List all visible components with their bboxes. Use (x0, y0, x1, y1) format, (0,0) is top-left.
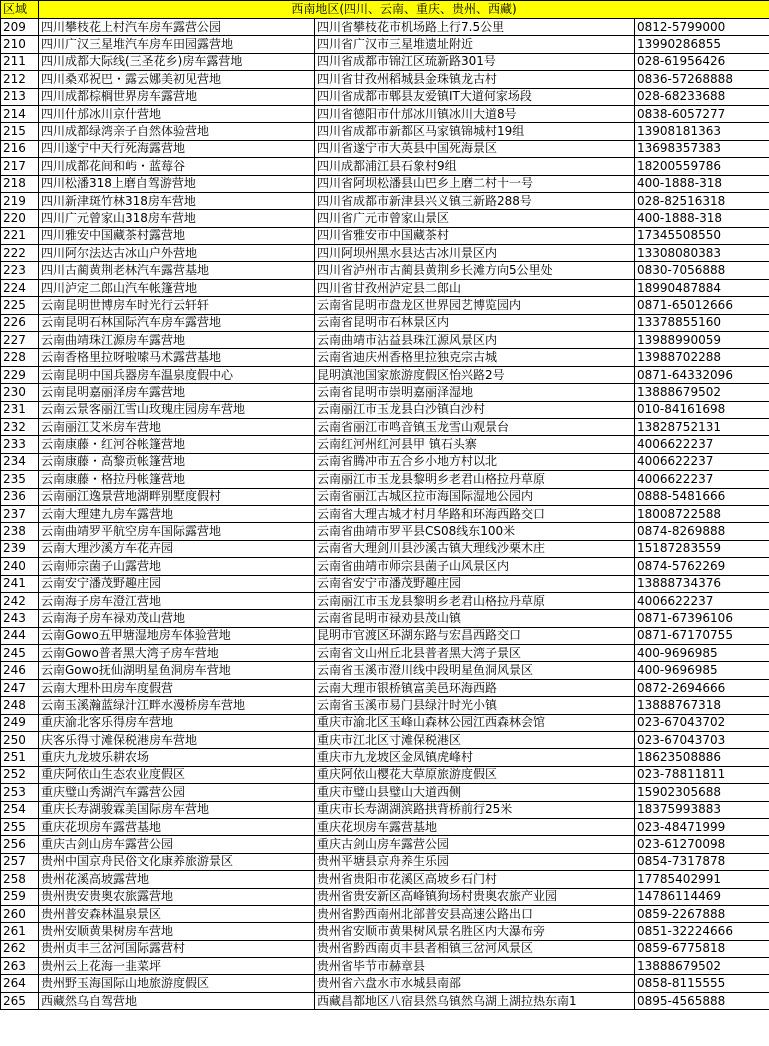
camp-phone: 400-9696985 (635, 645, 769, 662)
row-number: 230 (1, 384, 39, 401)
camp-address: 云南省昆明市禄劝县茂山镇 (315, 610, 635, 627)
camp-name: 四川古蔺黄荆老林汽车露营基地 (39, 262, 315, 279)
row-number: 234 (1, 453, 39, 470)
camp-phone: 0851-32224666 (635, 923, 769, 940)
table-row (1, 262, 769, 279)
row-number: 221 (1, 227, 39, 244)
camp-address: 贵州省六盘水市水城县南部 (315, 975, 635, 992)
camp-name: 云南丽江逸景营地湖畔别墅度假村 (39, 488, 315, 505)
table-row (1, 453, 769, 470)
row-number: 237 (1, 505, 39, 522)
camp-name: 重庆璧山秀湖汽车露营公园 (39, 784, 315, 801)
camp-address: 重庆阿依山樱花大草原旅游度假区 (315, 766, 635, 783)
table-row (1, 592, 769, 609)
camp-address: 云南省文山州丘北县普者黑大湾子景区 (315, 645, 635, 662)
row-number: 257 (1, 853, 39, 870)
row-number: 214 (1, 105, 39, 122)
camp-address: 云南省丽江市鸣音镇玉龙雪山观景台 (315, 418, 635, 435)
camp-address: 云南省腾冲市五合乡小地方村以北 (315, 453, 635, 470)
table-row (1, 140, 769, 157)
row-number: 231 (1, 401, 39, 418)
table-row (1, 888, 769, 905)
camp-phone: 4006622237 (635, 471, 769, 488)
row-number: 209 (1, 19, 39, 36)
table-row (1, 801, 769, 818)
camp-name: 云南海子房车澄江营地 (39, 592, 315, 609)
camp-name: 云南康藤・格拉丹帐篷营地 (39, 471, 315, 488)
row-number: 236 (1, 488, 39, 505)
table-row (1, 714, 769, 731)
camp-name: 云南昆明世博房车时光行云轩轩 (39, 297, 315, 314)
row-number: 263 (1, 958, 39, 975)
table-row (1, 697, 769, 714)
camp-name: 庆客乐得寸滩保税港房车营地 (39, 732, 315, 749)
region-title: 西南地区(四川、云南、重庆、贵州、西藏) (39, 1, 769, 19)
camp-phone: 4006622237 (635, 436, 769, 453)
camp-address: 贵州省贵安新区高峰镇狗场村贵奥农旅产业园 (315, 888, 635, 905)
camp-name: 云南康藤・红河谷帐篷营地 (39, 436, 315, 453)
camp-address: 云南省昆明市崇明嘉丽泽湿地 (315, 384, 635, 401)
row-number: 210 (1, 36, 39, 53)
camp-phone: 0871-67396106 (635, 610, 769, 627)
row-number: 232 (1, 418, 39, 435)
row-number: 254 (1, 801, 39, 818)
row-number: 259 (1, 888, 39, 905)
table-row (1, 558, 769, 575)
camp-address: 云南省玉溪市澄川线中段明星鱼洞风景区 (315, 662, 635, 679)
camp-name: 四川成都棕榈世界房车露营地 (39, 88, 315, 105)
row-number: 241 (1, 575, 39, 592)
camp-address: 云南丽江市玉龙县黎明乡老君山格拉丹草原 (315, 592, 635, 609)
camp-name: 云南曲靖罗平航空房车国际露营地 (39, 523, 315, 540)
camp-name: 四川松潘318上磨自驾游营地 (39, 175, 315, 192)
camp-name: 云南大理朴田房车度假营 (39, 679, 315, 696)
camp-phone: 13908181363 (635, 123, 769, 140)
row-number: 239 (1, 540, 39, 557)
camp-address: 云南省昆明市石林景区内 (315, 314, 635, 331)
table-row (1, 158, 769, 175)
camp-address: 云南省昆明市盘龙区世界园艺博览园内 (315, 297, 635, 314)
table-row (1, 975, 769, 992)
camp-address: 重庆市渝北区玉峰山森林公园江西森林会馆 (315, 714, 635, 731)
row-number: 265 (1, 992, 39, 1009)
camp-name: 云南安宁潘茂野趣庄园 (39, 575, 315, 592)
row-number: 243 (1, 610, 39, 627)
row-number: 217 (1, 158, 39, 175)
camp-address: 西藏昌都地区八宿县然乌镇然乌湖上湖拉热东南1 (315, 992, 635, 1009)
camp-phone: 0871-65012666 (635, 297, 769, 314)
table-row (1, 245, 769, 262)
camp-name: 四川成都大际线(三圣花乡)房车露营地 (39, 53, 315, 70)
camp-name: 四川桑邓祝巴・露云娜美初见营地 (39, 71, 315, 88)
camp-name: 云南丽江艾米房车营地 (39, 418, 315, 435)
camp-name: 云南师宗菌子山露营地 (39, 558, 315, 575)
camp-phone: 010-84161698 (635, 401, 769, 418)
camp-phone: 13888679502 (635, 958, 769, 975)
table-row (1, 192, 769, 209)
camp-address: 重庆市江北区寸滩保税港区 (315, 732, 635, 749)
camp-name: 云南曲靖珠江源房车露营地 (39, 332, 315, 349)
camp-address: 贵州省黔西南贞丰县者相镇三岔河风景区 (315, 940, 635, 957)
camp-name: 四川雅安中国藏茶村露营地 (39, 227, 315, 244)
camp-phone: 17345508550 (635, 227, 769, 244)
row-number: 242 (1, 592, 39, 609)
camp-address: 四川省泸州市古蔺县黄荆乡长滩方向5公里处 (315, 262, 635, 279)
row-number: 224 (1, 279, 39, 296)
table-row (1, 123, 769, 140)
region-column-header: 区域 (1, 1, 39, 19)
row-number: 235 (1, 471, 39, 488)
table-row (1, 314, 769, 331)
camp-name: 四川新津斑竹林318房车营地 (39, 192, 315, 209)
row-number: 228 (1, 349, 39, 366)
camp-address: 云南省大理剑川县沙溪古镇大理线沙栗木庄 (315, 540, 635, 557)
camp-address: 昆明市官渡区环湖东路与宏昌西路交口 (315, 627, 635, 644)
row-number: 222 (1, 245, 39, 262)
camp-phone: 15902305688 (635, 784, 769, 801)
camp-address: 四川省攀枝花市机场路上行7.5公里 (315, 19, 635, 36)
table-row (1, 71, 769, 88)
row-number: 264 (1, 975, 39, 992)
camp-address: 云南大理市银桥镇富美邑环海西路 (315, 679, 635, 696)
camp-phone: 0836-57268888 (635, 71, 769, 88)
table-row (1, 332, 769, 349)
camp-phone: 18200559786 (635, 158, 769, 175)
table-row (1, 853, 769, 870)
camp-phone: 14786114469 (635, 888, 769, 905)
camp-phone: 023-67043703 (635, 732, 769, 749)
camp-phone: 13698357383 (635, 140, 769, 157)
table-row (1, 540, 769, 557)
camp-name: 四川什邡冰川京什营地 (39, 105, 315, 122)
camp-address: 云南丽江市玉龙县白沙镇白沙村 (315, 401, 635, 418)
camp-phone: 023-67043702 (635, 714, 769, 731)
camp-phone: 0859-2267888 (635, 905, 769, 922)
camp-name: 四川泸定二郎山汽车帐篷营地 (39, 279, 315, 296)
camp-address: 四川省成都市新都区马家镇锦城村19组 (315, 123, 635, 140)
camp-phone: 023-48471999 (635, 818, 769, 835)
camp-phone: 13988990059 (635, 332, 769, 349)
camp-phone: 13888679502 (635, 384, 769, 401)
row-number: 219 (1, 192, 39, 209)
table-row (1, 905, 769, 922)
row-number: 262 (1, 940, 39, 957)
camp-address: 云南省曲靖市罗平县CS08线东100米 (315, 523, 635, 540)
table-row (1, 732, 769, 749)
camp-address: 贵州省黔西南州北部普安县高速公路出口 (315, 905, 635, 922)
camp-name: 四川遂宁中天行死海露营地 (39, 140, 315, 157)
camp-phone: 0838-6057277 (635, 105, 769, 122)
camp-name: 云南云景客丽江雪山玫瑰庄园房车营地 (39, 401, 315, 418)
camp-address: 四川省阿坝松潘县山巴乡上磨二村十一号 (315, 175, 635, 192)
row-number: 211 (1, 53, 39, 70)
camp-address: 云南省大理古城才村月华路和环海西路交口 (315, 505, 635, 522)
table-row (1, 401, 769, 418)
table-row (1, 749, 769, 766)
camp-address: 云南省玉溪市易门县绿汁时光小镇 (315, 697, 635, 714)
table-row (1, 505, 769, 522)
camp-address: 四川省成都市锦江区琉新路301号 (315, 53, 635, 70)
row-number: 238 (1, 523, 39, 540)
camp-address: 四川省广汉市三星堆遗址附近 (315, 36, 635, 53)
camp-phone: 18623508886 (635, 749, 769, 766)
camp-address: 贵州省安顺市黄果树风景名胜区内大瀑布旁 (315, 923, 635, 940)
row-number: 233 (1, 436, 39, 453)
row-number: 216 (1, 140, 39, 157)
camp-phone: 13990286855 (635, 36, 769, 53)
camp-name: 云南Gowo五甲塘湿地房车体验营地 (39, 627, 315, 644)
row-number: 240 (1, 558, 39, 575)
table-row (1, 488, 769, 505)
camp-phone: 4006622237 (635, 592, 769, 609)
camp-phone: 13828752131 (635, 418, 769, 435)
row-number: 244 (1, 627, 39, 644)
camp-name: 重庆花坝房车露营基地 (39, 818, 315, 835)
camp-address: 昆明滇池国家旅游度假区怡兴路2号 (315, 366, 635, 383)
camp-phone: 15187283559 (635, 540, 769, 557)
camp-phone: 0888-5481666 (635, 488, 769, 505)
camp-phone: 4006622237 (635, 453, 769, 470)
row-number: 248 (1, 697, 39, 714)
camp-name: 云南康藤・高黎贡帐篷营地 (39, 453, 315, 470)
camp-name: 贵州中国京舟民俗文化康养旅游景区 (39, 853, 315, 870)
camp-phone: 0858-8115555 (635, 975, 769, 992)
camp-address: 四川省雅安市中国藏茶村 (315, 227, 635, 244)
table-row (1, 662, 769, 679)
camp-phone: 0830-7056888 (635, 262, 769, 279)
row-number: 213 (1, 88, 39, 105)
camp-name: 贵州贵安贵奥农旅露营地 (39, 888, 315, 905)
table-row (1, 645, 769, 662)
table-row (1, 418, 769, 435)
header-row (1, 1, 769, 19)
table-row (1, 871, 769, 888)
table-row (1, 227, 769, 244)
camp-phone: 0859-6775818 (635, 940, 769, 957)
camp-phone: 023-78811811 (635, 766, 769, 783)
camp-name: 重庆阿依山生态农业度假区 (39, 766, 315, 783)
camp-phone: 0872-2694666 (635, 679, 769, 696)
table-row (1, 784, 769, 801)
camp-address: 贵州平塘县京舟养生乐园 (315, 853, 635, 870)
row-number: 247 (1, 679, 39, 696)
camp-address: 云南曲靖市沾益县珠江源风景区内 (315, 332, 635, 349)
camp-address: 四川省德阳市什邡冰川镇冰川大道8号 (315, 105, 635, 122)
row-number: 227 (1, 332, 39, 349)
row-number: 249 (1, 714, 39, 731)
table-row (1, 836, 769, 853)
row-number: 218 (1, 175, 39, 192)
camp-name: 重庆古剑山房车露营公园 (39, 836, 315, 853)
camp-address: 云南丽江市玉龙县黎明乡老君山格拉丹草原 (315, 471, 635, 488)
table-row (1, 923, 769, 940)
table-row (1, 940, 769, 957)
row-number: 250 (1, 732, 39, 749)
row-number: 260 (1, 905, 39, 922)
row-number: 251 (1, 749, 39, 766)
camp-name: 重庆九龙坡乐耕农场 (39, 749, 315, 766)
table-row (1, 958, 769, 975)
camp-address: 云南省丽江古城区拉市海国际湿地公园内 (315, 488, 635, 505)
camp-phone: 400-1888-318 (635, 210, 769, 227)
row-number: 252 (1, 766, 39, 783)
camp-name: 云南海子房车禄劝茂山营地 (39, 610, 315, 627)
table-row (1, 575, 769, 592)
camp-name: 重庆长寿湖骏霖美国际房车营地 (39, 801, 315, 818)
camp-phone: 18008722588 (635, 505, 769, 522)
row-number: 255 (1, 818, 39, 835)
table-row (1, 105, 769, 122)
table-row (1, 610, 769, 627)
row-number: 229 (1, 366, 39, 383)
camp-name: 重庆渝北客乐得房车营地 (39, 714, 315, 731)
camp-phone: 0871-64332096 (635, 366, 769, 383)
camp-name: 贵州贞丰三岔河国际露营村 (39, 940, 315, 957)
camp-name: 四川广汉三星堆汽车房车田园露营地 (39, 36, 315, 53)
camp-phone: 13308080383 (635, 245, 769, 262)
table-row (1, 766, 769, 783)
table-row (1, 88, 769, 105)
table-row (1, 366, 769, 383)
row-number: 258 (1, 871, 39, 888)
camp-name: 云南玉溪瀚蓝绿汁江畔水漫桥房车营地 (39, 697, 315, 714)
camp-name: 云南Gowo普者黑大湾子房车营地 (39, 645, 315, 662)
camp-phone: 13988702288 (635, 349, 769, 366)
camp-phone: 0895-4565888 (635, 992, 769, 1009)
table-row (1, 297, 769, 314)
camp-phone: 18375993883 (635, 801, 769, 818)
camp-phone: 18990487884 (635, 279, 769, 296)
table-row (1, 19, 769, 36)
camp-address: 重庆市九龙坡区金凤镇虎峰村 (315, 749, 635, 766)
camp-name: 贵州花溪高坡露营地 (39, 871, 315, 888)
table-row (1, 53, 769, 70)
camp-name: 云南香格里拉呀啦嗦马术露营基地 (39, 349, 315, 366)
camp-name: 西藏然乌自驾营地 (39, 992, 315, 1009)
camp-address: 四川省成都市郫县友爱镇IT大道何家场段 (315, 88, 635, 105)
camp-address: 重庆花坝房车露营基地 (315, 818, 635, 835)
camp-name: 四川攀枝花上村汽车房车露营公园 (39, 19, 315, 36)
camp-phone: 400-9696985 (635, 662, 769, 679)
table-row (1, 279, 769, 296)
camp-name: 四川成都绿湾亲子自然体验营地 (39, 123, 315, 140)
camp-name: 贵州安顺黄果树房车营地 (39, 923, 315, 940)
table-row (1, 175, 769, 192)
row-number: 246 (1, 662, 39, 679)
table-row (1, 627, 769, 644)
camp-phone: 400-1888-318 (635, 175, 769, 192)
table-row (1, 818, 769, 835)
camp-name: 云南Gowo抚仙湖明星鱼洞房车营地 (39, 662, 315, 679)
camp-name: 四川成都花间和屿・蓝莓谷 (39, 158, 315, 175)
camp-address: 云南省曲靖市师宗县菌子山风景区内 (315, 558, 635, 575)
camp-address: 四川省成都市新津县兴义镇三新路288号 (315, 192, 635, 209)
camp-phone: 028-68233688 (635, 88, 769, 105)
row-number: 226 (1, 314, 39, 331)
camp-address: 云南红河州红河县甲 镇石头寨 (315, 436, 635, 453)
row-number: 215 (1, 123, 39, 140)
camp-address: 贵州省贵阳市花溪区高坡乡石门村 (315, 871, 635, 888)
camp-address: 贵州省毕节市赫章县 (315, 958, 635, 975)
row-number: 245 (1, 645, 39, 662)
camp-name: 云南昆明中国兵器房车温泉度假中心 (39, 366, 315, 383)
table-row (1, 523, 769, 540)
camp-phone: 0854-7317878 (635, 853, 769, 870)
camp-name: 云南大理建九房车露营地 (39, 505, 315, 522)
table-row (1, 210, 769, 227)
camp-name: 四川广元曾家山318房车营地 (39, 210, 315, 227)
camp-name: 贵州云上花海一韭菜坪 (39, 958, 315, 975)
camp-phone: 13378855160 (635, 314, 769, 331)
camp-name: 云南昆明石林国际汽车房车露营地 (39, 314, 315, 331)
camp-name: 贵州野玉海国际山地旅游度假区 (39, 975, 315, 992)
row-number: 223 (1, 262, 39, 279)
row-number: 253 (1, 784, 39, 801)
table-row (1, 384, 769, 401)
camp-name: 云南昆明嘉丽泽房车露营地 (39, 384, 315, 401)
row-number: 220 (1, 210, 39, 227)
row-number: 212 (1, 71, 39, 88)
table-row (1, 436, 769, 453)
camp-phone: 0812-5799000 (635, 19, 769, 36)
camp-phone: 0874-8269888 (635, 523, 769, 540)
camp-phone: 17785402991 (635, 871, 769, 888)
camp-address: 四川省甘孜州泸定县二郎山 (315, 279, 635, 296)
table-row (1, 349, 769, 366)
table-row (1, 679, 769, 696)
camp-address: 四川阿坝州黑水县达古冰川景区内 (315, 245, 635, 262)
camp-address: 四川省广元市曾家山景区 (315, 210, 635, 227)
camp-phone: 13888767318 (635, 697, 769, 714)
table-row (1, 992, 769, 1009)
camp-address: 云南省安宁市潘茂野趣庄园 (315, 575, 635, 592)
camp-address: 重庆市璧山县璧山大道西侧 (315, 784, 635, 801)
camp-address: 重庆古剑山房车露营公园 (315, 836, 635, 853)
camp-address: 四川省甘孜州稻城县金珠镇龙古村 (315, 71, 635, 88)
row-number: 261 (1, 923, 39, 940)
camp-phone: 0871-67170755 (635, 627, 769, 644)
camp-phone: 13888734376 (635, 575, 769, 592)
camp-name: 四川阿尔法达古冰山户外营地 (39, 245, 315, 262)
camp-name: 贵州普安森林温泉景区 (39, 905, 315, 922)
camp-phone: 028-82516318 (635, 192, 769, 209)
row-number: 256 (1, 836, 39, 853)
camp-address: 四川省遂宁市大英县中国死海景区 (315, 140, 635, 157)
camp-address: 云南省迪庆州香格里拉独克宗古城 (315, 349, 635, 366)
camp-address: 重庆市长寿湖湖滨路拱背桥前行25米 (315, 801, 635, 818)
camp-phone: 023-61270098 (635, 836, 769, 853)
camp-name: 云南大理沙溪方车花卉园 (39, 540, 315, 557)
camp-phone: 0874-5762269 (635, 558, 769, 575)
table-row (1, 471, 769, 488)
camp-phone: 028-61956426 (635, 53, 769, 70)
camp-address: 四川成都浦江县石象村9组 (315, 158, 635, 175)
row-number: 225 (1, 297, 39, 314)
table-row (1, 36, 769, 53)
